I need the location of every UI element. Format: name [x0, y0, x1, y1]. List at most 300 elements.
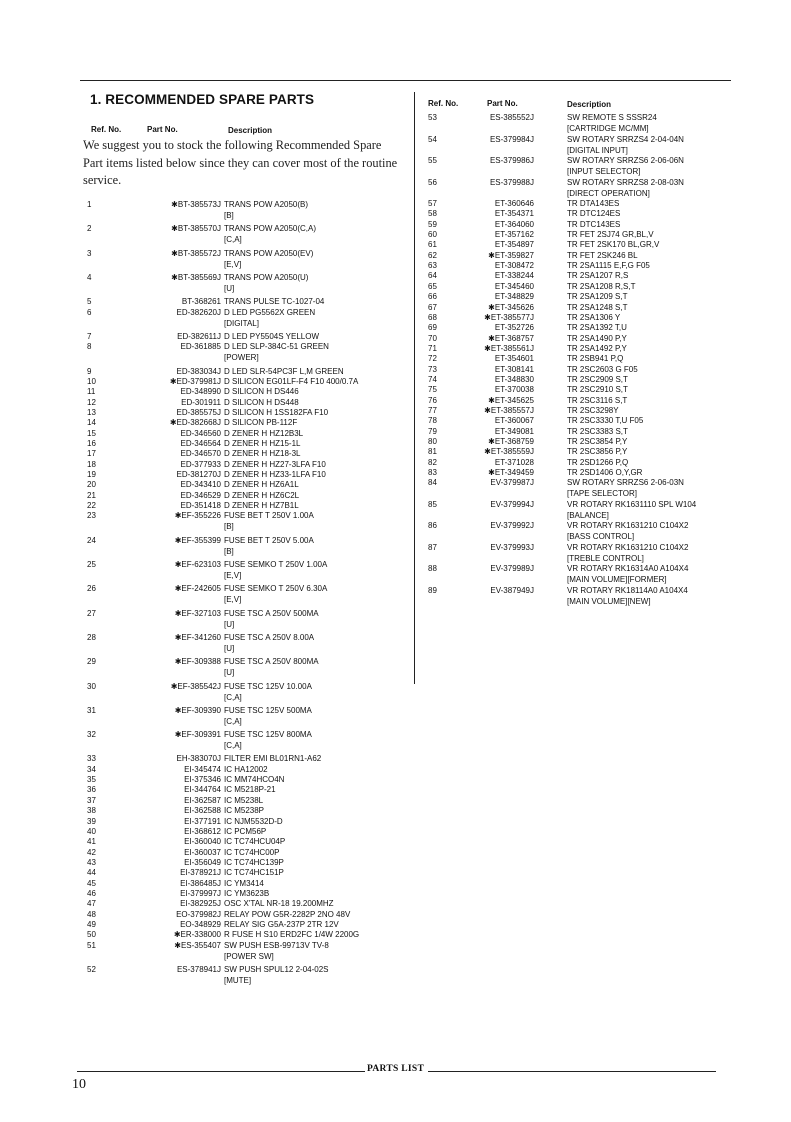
description-text: VR ROTARY RK1631210 C104X2 — [567, 542, 689, 552]
part-row — [87, 795, 407, 806]
ref-number: 20 — [87, 480, 96, 490]
part-description — [567, 250, 638, 261]
part-row — [87, 376, 407, 387]
part-row — [87, 847, 407, 858]
part-row — [428, 208, 728, 219]
description-text: IC PCM56P — [224, 826, 267, 836]
ref-number: 86 — [428, 521, 437, 531]
part-row — [428, 177, 728, 198]
part-description — [224, 428, 303, 439]
part-number: EI-386485J — [180, 878, 221, 888]
description-text: TR 2SC3116 S,T — [567, 395, 628, 405]
part-row — [87, 964, 407, 985]
description-text: VR ROTARY RK1631210 C104X2 — [567, 521, 689, 531]
part-number: EV-379993J — [490, 542, 534, 552]
description-text: TR 2SA1248 S,T — [567, 302, 628, 312]
part-row — [428, 446, 728, 457]
part-number: BT-368261 — [181, 297, 221, 307]
part-description — [224, 490, 299, 501]
description-text: FUSE BET T 250V 1.00A — [224, 511, 314, 521]
description-text: TRANS POW A2050(U) — [224, 272, 309, 282]
description-text: D SILICON EG01LF-F4 F10 400/0.7A — [224, 376, 359, 386]
part-number: ✱BT-385573J — [171, 200, 221, 209]
part-row — [428, 260, 728, 271]
description-text: RELAY SIG G5A-237P 2TR 12V — [224, 920, 339, 929]
ref-number: 23 — [87, 511, 96, 521]
part-number: EV-379994J — [490, 499, 534, 509]
part-row — [87, 223, 407, 245]
part-description — [567, 415, 643, 426]
part-row — [87, 919, 407, 930]
part-description — [224, 705, 312, 727]
description-text: TR FET 2SK170 BL,GR,V — [567, 240, 660, 250]
part-row — [428, 229, 728, 240]
part-description — [567, 312, 620, 323]
description-text: TR 2SA1306 Y — [567, 312, 621, 322]
part-row — [87, 909, 407, 920]
part-description — [224, 341, 329, 363]
description-note: [U] — [224, 283, 235, 293]
ref-number: 18 — [87, 459, 96, 469]
ref-number: 5 — [87, 297, 92, 307]
part-description — [224, 583, 327, 605]
ref-number: 85 — [428, 499, 437, 509]
description-note: [C,A] — [224, 692, 242, 702]
description-text: TR 2SA1492 P,Y — [567, 343, 627, 353]
part-number: ED-377933 — [180, 459, 221, 469]
part-description — [567, 322, 627, 333]
ref-number: 28 — [87, 632, 96, 642]
part-number: ✱ET-385577J — [484, 312, 534, 322]
part-row — [87, 490, 407, 501]
part-number: ET-348829 — [494, 292, 534, 302]
part-description — [224, 964, 329, 986]
description-note: [POWER] — [224, 353, 259, 363]
part-description — [224, 386, 299, 397]
part-row — [87, 867, 407, 878]
description-note: [E,V] — [224, 595, 242, 605]
ref-number: 4 — [87, 272, 92, 282]
description-text: TR 2SC3856 P,Y — [567, 447, 628, 457]
part-description — [567, 333, 627, 344]
part-number: ✱EF-385542J — [170, 681, 221, 691]
part-row — [428, 585, 728, 606]
ref-number: 14 — [87, 418, 96, 428]
part-description — [224, 909, 350, 920]
part-description — [224, 888, 269, 899]
description-note: [B] — [224, 522, 234, 532]
footer-label: PARTS LIST — [367, 1064, 425, 1074]
ref-number: 53 — [428, 113, 437, 122]
description-note: [POWER SW] — [224, 951, 274, 961]
part-number: ✱ET-345625 — [488, 395, 534, 405]
part-description — [567, 563, 688, 585]
right-header-ref: Ref. No. — [428, 99, 459, 108]
ref-number: 55 — [428, 156, 437, 165]
ref-number: 57 — [428, 199, 437, 208]
footer-rule-left — [77, 1071, 365, 1072]
part-description — [567, 291, 627, 302]
description-text: IC M5238L — [224, 795, 264, 805]
ref-number: 60 — [428, 230, 437, 240]
part-number: ET-354601 — [494, 354, 534, 364]
part-row — [87, 438, 407, 449]
description-text: D LED SLR-54PC3F L,M GREEN — [224, 366, 344, 376]
ref-number: 34 — [87, 764, 96, 774]
part-number: ES-379988J — [489, 177, 534, 187]
part-row — [428, 333, 728, 344]
part-number: ✱BT-385570J — [171, 224, 221, 234]
description-note: [C,A] — [224, 235, 242, 245]
part-description — [567, 446, 627, 457]
ref-number: 27 — [87, 608, 96, 618]
description-text: TR DTC124ES — [567, 209, 621, 219]
ref-number: 35 — [87, 775, 96, 785]
description-text: TR 2SC2910 S,T — [567, 385, 628, 395]
part-row — [428, 384, 728, 395]
ref-number: 49 — [87, 920, 96, 929]
part-row — [87, 583, 407, 605]
part-number: EO-348929 — [180, 920, 221, 929]
ref-number: 41 — [87, 837, 96, 847]
description-text: D ZENER H HZ33-1LFA F10 — [224, 470, 326, 479]
ref-number: 84 — [428, 478, 437, 488]
description-text: TR 2SA1208 R,S,T — [567, 281, 636, 291]
part-number: EI-375346 — [184, 775, 221, 785]
part-number: ED-351418 — [180, 501, 221, 511]
ref-number: 42 — [87, 847, 96, 857]
description-text: IC YM3414 — [224, 878, 264, 888]
ref-number: 50 — [87, 930, 96, 940]
ref-number: 56 — [428, 177, 437, 187]
ref-number: 79 — [428, 426, 437, 436]
description-text: FUSE TSC 125V 800MA — [224, 730, 312, 740]
part-number: EI-345474 — [184, 764, 221, 774]
part-row — [428, 281, 728, 292]
part-number: ✱ET-368757 — [488, 333, 534, 343]
part-row — [87, 764, 407, 775]
part-row — [428, 436, 728, 447]
part-row — [87, 469, 407, 480]
part-description — [224, 632, 314, 654]
ref-number: 37 — [87, 795, 96, 805]
part-row — [87, 448, 407, 459]
ref-number: 36 — [87, 785, 96, 795]
part-number: ET-364060 — [494, 219, 534, 229]
description-text: D LED PY5504S YELLOW — [224, 331, 320, 341]
description-text: TR 2SC2909 S,T — [567, 374, 628, 384]
part-row — [428, 250, 728, 261]
left-header-ref: Ref. No. — [91, 125, 122, 134]
part-number: ✱EF-341260 — [174, 632, 221, 642]
part-row — [428, 322, 728, 333]
part-number: ED-382620J — [176, 307, 221, 317]
part-number: ✱BT-385569J — [171, 272, 221, 282]
part-row — [87, 341, 407, 363]
part-row — [87, 535, 407, 556]
part-description — [224, 774, 284, 785]
description-text: SW ROTARY SRRZS6 2-06-03N — [567, 478, 684, 488]
part-description — [224, 500, 299, 511]
ref-number: 2 — [87, 224, 92, 234]
part-number: ET-357162 — [494, 230, 534, 240]
ref-number: 63 — [428, 261, 437, 271]
description-text: D ZENER H HZ6A1L — [224, 480, 299, 490]
ref-number: 29 — [87, 657, 96, 667]
part-description — [224, 805, 264, 816]
part-description — [224, 867, 284, 878]
part-number: ET-370038 — [494, 385, 534, 395]
description-note: [E,V] — [224, 259, 242, 269]
part-number: ET-308472 — [494, 261, 534, 271]
description-text: TR 2SD1266 P,Q — [567, 457, 629, 467]
part-row — [428, 405, 728, 416]
description-note: [U] — [224, 643, 235, 653]
description-text: SW ROTARY SRRZS6 2-06-06N — [567, 156, 684, 165]
part-number: ✱BT-385572J — [171, 248, 221, 258]
description-text: D LED PG5562X GREEN — [224, 307, 316, 317]
part-row — [87, 366, 407, 377]
part-number: EO-379982J — [176, 909, 221, 919]
part-row — [87, 500, 407, 511]
ref-number: 80 — [428, 437, 437, 447]
left-header-desc: Description — [228, 126, 273, 135]
part-row — [428, 134, 728, 155]
part-description — [224, 535, 314, 557]
description-text: SW PUSH SPUL12 2-04-02S — [224, 965, 329, 974]
description-text: VR ROTARY RK16314A0 A104X4 — [567, 564, 689, 574]
description-text: IC TC74HC151P — [224, 868, 284, 878]
description-text: FUSE TSC 125V 500MA — [224, 705, 312, 715]
ref-number: 39 — [87, 816, 96, 826]
ref-number: 31 — [87, 705, 96, 715]
part-description — [224, 479, 299, 490]
ref-number: 69 — [428, 323, 437, 333]
part-number: EI-360040 — [184, 837, 221, 847]
ref-number: 33 — [87, 754, 96, 764]
intro-paragraph: We suggest you to stock the following Recommended Spare Part items listed below since they can cover most of the routine service. — [83, 138, 398, 187]
ref-number: 68 — [428, 312, 437, 322]
part-number: ET-354897 — [494, 240, 534, 250]
part-description — [224, 417, 297, 428]
part-row — [87, 608, 407, 629]
ref-number: 46 — [87, 888, 96, 898]
ref-number: 59 — [428, 219, 437, 229]
part-description — [224, 847, 279, 858]
description-text: IC TC74HC00P — [224, 847, 280, 857]
ref-number: 52 — [87, 965, 96, 974]
description-text: TR FET 2SK246 BL — [567, 250, 638, 260]
part-number: ET-371028 — [494, 457, 534, 467]
part-row — [428, 457, 728, 468]
part-description — [224, 438, 300, 449]
part-number: ES-379984J — [489, 134, 534, 144]
part-row — [87, 753, 407, 764]
description-text: SW ROTARY SRRZS8 2-08-03N — [567, 177, 684, 187]
part-description — [224, 448, 300, 459]
part-number: ED-361885 — [180, 342, 221, 352]
part-row — [428, 520, 728, 542]
part-row — [428, 415, 728, 426]
part-description — [224, 296, 324, 307]
part-number: ED-348990 — [180, 387, 221, 397]
part-description — [567, 364, 638, 375]
part-number: ET-345460 — [494, 281, 534, 291]
description-text: SW REMOTE S SSSR24 — [567, 113, 657, 122]
ref-number: 75 — [428, 385, 437, 395]
part-description — [567, 436, 627, 447]
part-description — [224, 795, 263, 806]
description-text: D SILICON H DS448 — [224, 397, 299, 407]
part-number: ✱ED-382668J — [169, 418, 221, 428]
part-description — [224, 878, 264, 889]
part-row — [87, 479, 407, 490]
part-number: ✱ED-379981J — [169, 376, 221, 386]
part-row — [428, 499, 728, 520]
part-description — [567, 384, 628, 395]
description-text: D LED SLP-384C-51 GREEN — [224, 342, 329, 352]
part-description — [567, 542, 688, 564]
part-description — [567, 302, 627, 313]
ref-number: 43 — [87, 857, 96, 867]
part-number: ✱EF-242605 — [174, 584, 221, 594]
description-note: [DIRECT OPERATION] — [567, 188, 650, 198]
part-description — [224, 510, 314, 532]
part-number: EI-356049 — [184, 857, 221, 867]
part-description — [567, 134, 684, 156]
description-note: [MUTE] — [224, 976, 252, 985]
ref-number: 51 — [87, 940, 96, 950]
part-description — [224, 469, 326, 480]
ref-number: 17 — [87, 449, 96, 459]
part-number: EH-383070J — [176, 754, 221, 764]
ref-number: 16 — [87, 438, 96, 448]
part-number: EI-382925J — [180, 899, 221, 909]
part-description — [224, 898, 334, 909]
part-row — [428, 374, 728, 385]
part-row — [87, 407, 407, 418]
part-number: ✱ET-368759 — [488, 437, 534, 447]
description-text: TR 2SC3383 S,T — [567, 426, 628, 436]
description-note: [BASS CONTROL] — [567, 532, 635, 542]
part-row — [87, 199, 407, 220]
ref-number: 13 — [87, 407, 96, 417]
description-text: RELAY POW G5R-2282P 2NO 48V — [224, 909, 351, 919]
part-number: ED-383034J — [176, 366, 221, 376]
description-text: TRANS POW A2050(C,A) — [224, 224, 317, 234]
part-row — [87, 397, 407, 408]
part-description — [567, 239, 659, 250]
part-description — [224, 784, 276, 795]
part-description — [567, 112, 657, 134]
ref-number: 87 — [428, 542, 437, 552]
description-note: [TAPE SELECTOR] — [567, 489, 637, 499]
ref-number: 1 — [87, 200, 92, 209]
part-row — [87, 272, 407, 293]
part-number: ED-346529 — [180, 490, 221, 500]
part-number: ED-385575J — [176, 407, 221, 417]
part-row — [87, 774, 407, 785]
ref-number: 54 — [428, 134, 437, 144]
part-description — [224, 919, 339, 930]
part-number: ✱EF-309388 — [174, 657, 221, 667]
ref-number: 45 — [87, 878, 96, 888]
part-description — [224, 929, 359, 940]
part-row — [87, 836, 407, 847]
part-number: ET-308141 — [494, 364, 534, 374]
part-description — [224, 459, 326, 470]
part-number: ES-379986J — [489, 156, 534, 165]
part-description — [567, 343, 627, 354]
ref-number: 78 — [428, 416, 437, 426]
ref-number: 32 — [87, 730, 96, 740]
part-number: ED-346560 — [180, 428, 221, 438]
description-note: [DIGITAL] — [224, 318, 259, 328]
part-description — [224, 376, 358, 387]
part-number: EI-378921J — [180, 868, 221, 878]
footer-rule-right — [428, 1071, 716, 1072]
part-row — [87, 632, 407, 653]
description-note: [B] — [224, 546, 234, 556]
part-row — [428, 198, 728, 209]
part-row — [428, 364, 728, 375]
description-text: VR ROTARY RK18114A0 A104X4 — [567, 585, 688, 595]
ref-number: 26 — [87, 584, 96, 594]
ref-number: 12 — [87, 397, 96, 407]
part-description — [567, 585, 688, 607]
part-number: ED-343410 — [180, 480, 221, 490]
ref-number: 70 — [428, 333, 437, 343]
part-row — [428, 239, 728, 250]
ref-number: 88 — [428, 564, 437, 574]
ref-number: 22 — [87, 501, 96, 511]
description-text: TR 2SA1115 E,F,G F05 — [567, 261, 650, 271]
part-row — [87, 296, 407, 307]
part-number: EI-379997J — [180, 888, 221, 898]
description-note: [CARTRIDGE MC/MM] — [567, 124, 649, 133]
column-divider — [414, 92, 415, 684]
description-text: FUSE TSC A 250V 500MA — [224, 608, 319, 618]
part-row — [87, 656, 407, 678]
description-text: D ZENER H HZ18-3L — [224, 449, 301, 459]
part-row — [87, 816, 407, 827]
part-row — [87, 307, 407, 328]
description-text: FILTER EMI BL01RN1-A62 — [224, 754, 322, 764]
description-text: TR 2SA1490 P,Y — [567, 333, 627, 343]
description-text: TRANS POW A2050(EV) — [224, 248, 314, 258]
part-description — [567, 374, 628, 385]
description-note: [INPUT SELECTOR] — [567, 167, 641, 176]
part-row — [87, 681, 407, 702]
part-number: ED-301911 — [181, 397, 221, 407]
part-row — [87, 805, 407, 816]
part-row — [428, 291, 728, 302]
part-description — [567, 260, 650, 271]
ref-number: 3 — [87, 248, 92, 258]
description-note: [U] — [224, 619, 235, 629]
part-number: ✱ET-345626 — [488, 302, 534, 312]
ref-number: 58 — [428, 209, 437, 219]
part-row — [87, 386, 407, 397]
description-note: [MAIN VOLUME][FORMER] — [567, 575, 667, 585]
description-note: [U] — [224, 668, 235, 678]
description-text: D ZENER H HZ7B1L — [224, 501, 299, 511]
part-row — [87, 929, 407, 940]
description-text: TRANS PULSE TC-1027-04 — [224, 297, 325, 307]
description-text: IC YM3623B — [224, 888, 270, 898]
description-text: SW ROTARY SRRZS4 2-04-04N — [567, 134, 684, 144]
description-text: TR 2SA1209 S,T — [567, 292, 628, 302]
